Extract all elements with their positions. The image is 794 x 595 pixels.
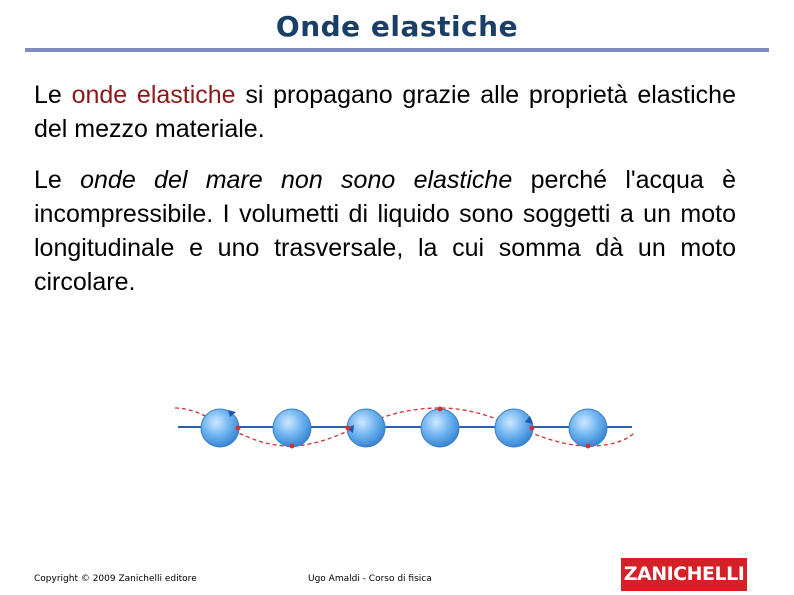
paragraph-intro-start: Le [34, 81, 72, 109]
emphasis-sea-waves: onde del mare non sono elastiche [80, 166, 513, 194]
course-credit: Ugo Amaldi - Corso di fisica [308, 574, 432, 584]
paragraph-intro [34, 78, 736, 146]
paragraph-sea-start: Le [34, 166, 81, 194]
water-particle [201, 409, 241, 447]
slide-title: Onde elastiche [275, 10, 519, 43]
paragraph-sea-waves [34, 163, 736, 299]
water-particle [273, 409, 311, 449]
water-particle [421, 407, 459, 448]
water-particle [346, 409, 386, 447]
paragraph-sea-rest: perché l'acqua è incompressibile. I volumetti di liquido sono soggetti a un moto longitudinale e uno trasversale, la cui somma dà un moto circolare. [34, 166, 736, 296]
title-divider [25, 48, 769, 52]
zanichelli-logo: ZANICHELLI [621, 558, 747, 591]
water-particle [569, 409, 607, 449]
water-particle [495, 409, 535, 447]
highlight-onde-elastiche: onde elastiche [71, 81, 236, 109]
wave-particles-figure [170, 398, 640, 458]
paragraph-intro-rest: si propagano grazie alle proprietà elastiche del mezzo materiale. [34, 81, 736, 143]
copyright-notice: Copyright © 2009 Zanichelli editore [34, 574, 197, 584]
